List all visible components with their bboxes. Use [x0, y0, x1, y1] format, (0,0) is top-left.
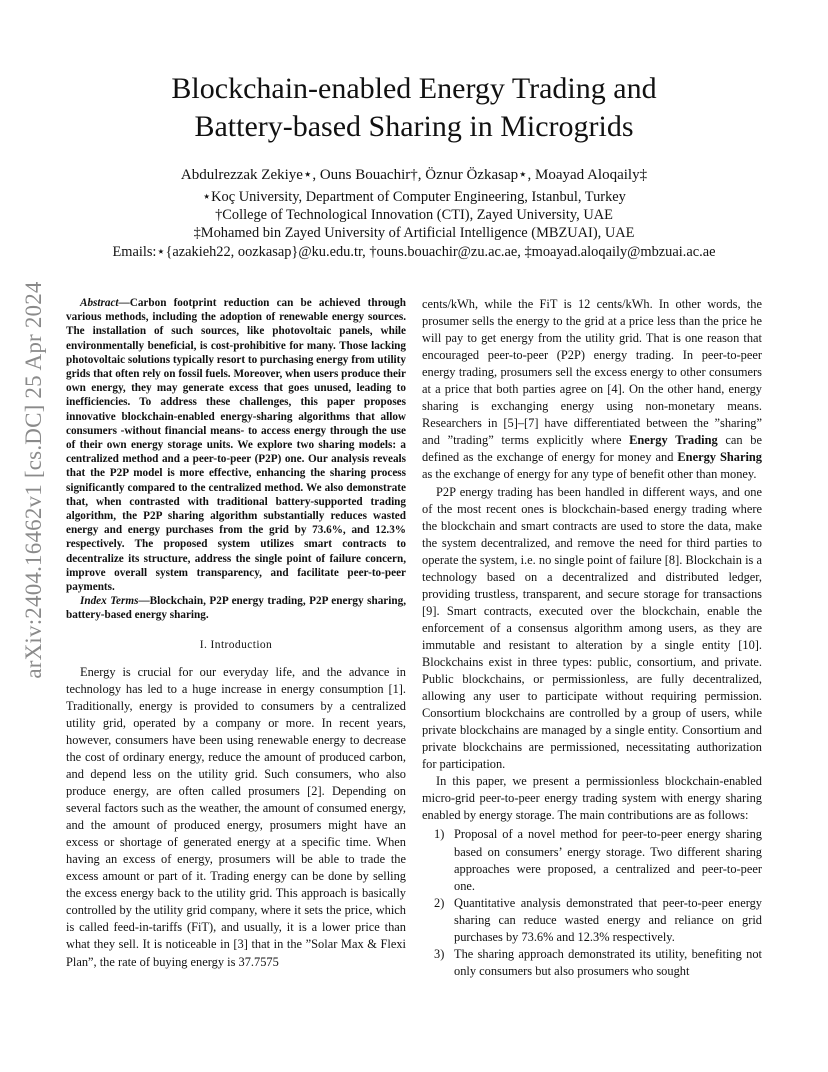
intro-paragraph-3: In this paper, we present a permissionless blockchain-enabled micro-grid peer-to-peer energy trading system with energy sharing enabled by energy storage. The main contributions are as follows: — [422, 774, 762, 823]
intro-paragraph-1-continued — [422, 296, 762, 484]
contribution-item — [422, 895, 762, 946]
contributions-list — [422, 826, 762, 979]
paragraph-text: can be defined as the exchange of energy for money and — [422, 433, 762, 465]
term-energy-sharing: Energy Sharing — [677, 450, 762, 465]
title-line-1: Blockchain-enabled Energy Trading and — [171, 72, 657, 105]
contribution-text: The sharing approach demonstrated its utility, benefiting not only consumers but also prosumers who sought — [454, 946, 762, 978]
arxiv-id-text: arXiv:2404.16462v1 [cs.DC] 25 Apr 2024 — [21, 281, 46, 679]
intro-paragraph-2: P2P energy trading has been handled in different ways, and one of the most recent ones is blockchain-based energy trading where the blockchain and smart contracts are used to store the data, make the system decentralized, and remove the need for third parties to operate the system, i.e. no single point of failure [8]. Blockchain is a technology based on a decentralized and distributed ledger, providing trustless, transparent, and secure storage for transactions [9]. Smart contracts, executed over the blockchain, enable the enforcement of a consensus algorithm among users, as they are immutable and resistant to alteration by a single entity [10]. Blockchains exist in three types: public, consortium, and private. Public blockchains, or permissionless, are fully decentralized, allowing any user to participate without requiring permission. Consortium blockchains are controlled by a group of users, while private blockchains are managed by a single entity. Consortium and private blockchains are permissioned, necessitating authorization for participation. — [422, 484, 762, 772]
paper-title — [0, 70, 828, 146]
section-heading-introduction: I. Introduction — [199, 638, 273, 651]
list-number: 2) — [434, 895, 445, 910]
paragraph-text: as the exchange of energy for any type of benefit other than money. — [422, 467, 757, 482]
affiliation-koc: ⋆Koç University, Department of Computer Engineering, Istanbul, Turkey — [202, 189, 626, 205]
contribution-text: Quantitative analysis demonstrated that peer-to-peer energy sharing can reduce wasted energy and reliance on grid purchases by 73.6% and 12.3% respectively. — [454, 895, 762, 944]
abstract-label: Abstract — [80, 297, 119, 309]
affiliation-zayed: †College of Technological Innovation (CTI), Zayed University, UAE — [215, 207, 613, 223]
term-energy-trading: Energy Trading — [629, 433, 718, 448]
index-terms-text: —Blockchain, P2P energy trading, P2P energy sharing, battery-based energy sharing. — [66, 595, 406, 622]
index-terms — [66, 594, 406, 622]
abstract — [66, 296, 406, 594]
contribution-item — [422, 826, 762, 894]
abstract-text: —Carbon footprint reduction can be achieved through various methods, including the adoption of renewable energy sources. The installation of such sources, like photovoltaic panels, while environmentally beneficial, is cost-prohibitive for many. Those lacking photovoltaic solutions typically resort to purchasing energy from utility grids that often rely on fossil fuels. Moreover, when users produce their own energy, they may generate excess that goes unused, leading to inefficiencies. To address these challenges, this paper proposes innovative blockchain-enabled energy-sharing algorithms that allow consumers -without financial means- to access energy through the use of their own energy storage units. We explore two sharing models: a centralized method and a peer-to-peer (P2P) one. Our analysis reveals that the P2P model is more effective, enhancing the sharing process significantly compared to the centralized method. We also demonstrate that, when contrasted with traditional battery-supported trading algorithm, the P2P sharing algorithm substantially reduces wasted energy and energy purchases from the grid by 73.6%, and 12.3% respectively. The proposed system utilizes smart contracts to decentralize its structure, address the single point of failure concern, improve overall system transparency, and facilitate peer-to-peer payments. — [66, 297, 406, 594]
author-emails: Emails:⋆{azakieh22, oozkasap}@ku.edu.tr, †ouns.bouachir@zu.ac.ae, ‡moayad.aloqaily@mbzuai.ac.ae — [112, 244, 716, 260]
right-column — [422, 296, 762, 980]
paragraph-text: cents/kWh, while the FiT is 12 cents/kWh. In other words, the prosumer sells the energy to the grid at a price less than the price he will pay to get energy from the utility grid. That is one reason that encouraged peer-to-peer (P2P) energy trading. In peer-to-peer energy trading, prosumers sell the excess energy to other consumers at a price that both parties agree on [4]. On the other hand, energy sharing is exchanging energy using non-monetary means. Researchers in [5]–[7] have differentiated between the ”sharing” and ”trading” terms explicitly where — [422, 297, 762, 448]
arxiv-identifier — [21, 281, 46, 679]
author-list: Abdulrezzak Zekiye⋆, Ouns Bouachir†, Öznur Özkasap⋆, Moayad Aloqaily‡ — [180, 167, 648, 183]
left-column — [66, 296, 406, 971]
list-number: 1) — [434, 827, 445, 842]
list-number: 3) — [434, 946, 445, 961]
intro-paragraph-1: Energy is crucial for our everyday life, and the advance in technology has led to a huge increase in energy consumption [1]. Traditionally, energy is provided to consumers by a centralized utility grid, operated by a company or more. In recent years, however, consumers have been using renewable energy to decrease the cost of ordinary energy, reduce the amount of produced carbon, and depend less on the utility grid. Such consumers, who also produce energy, are often called prosumers [2]. Depending on several factors such as the weather, the amount of consumed energy, and the amount of produced energy, prosumers might have an excess or shortage of generated energy at a specific time. When having an excess of energy, prosumers will be able to trade the excess amount or part of it. Trading energy can be done by selling the excess energy back to the utility grid. This approach is basically controlled by the utility grid company, where it sets the price, which is called feed-in-tariffs (FiT), and usually, it is a lower price than what they sell. It is noticeable in [3] that in the ”Solar Max & Flexi Plan”, the rate of buying energy is 37.7575 — [66, 664, 406, 969]
contribution-item — [422, 946, 762, 980]
title-line-2: Battery-based Sharing in Microgrids — [194, 110, 634, 143]
affiliation-mbzuai: ‡Mohamed bin Zayed University of Artificial Intelligence (MBZUAI), UAE — [193, 225, 635, 241]
index-terms-label: Index Terms — [80, 595, 139, 608]
contribution-text: Proposal of a novel method for peer-to-peer energy sharing based on consumers’ energy storage. Two different sharing approaches were proposed, a centralized and peer-to-peer one. — [454, 827, 762, 893]
